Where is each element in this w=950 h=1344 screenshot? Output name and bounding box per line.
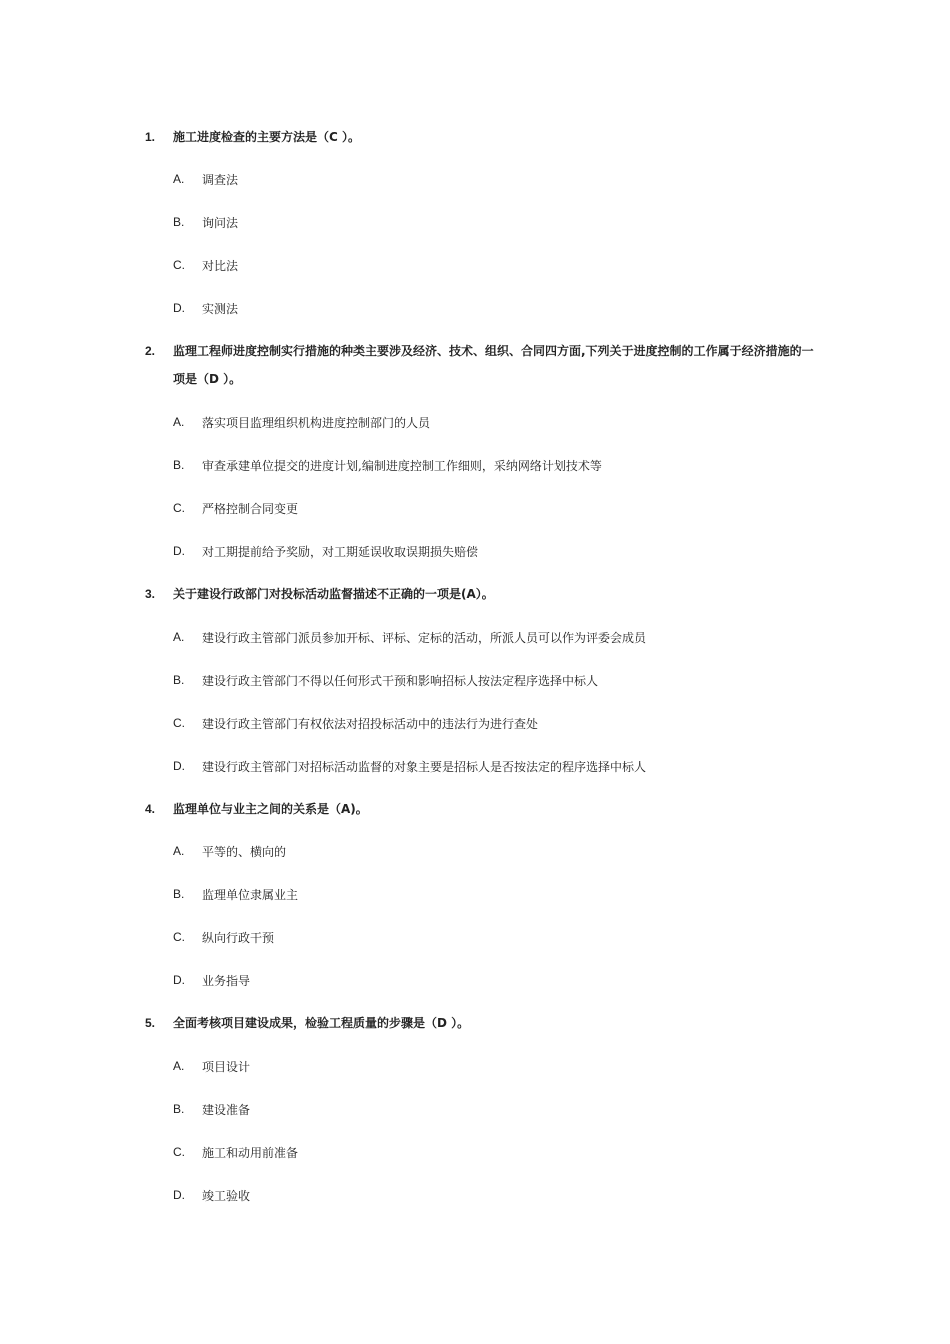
question-3 xyxy=(145,580,825,608)
question-text: 全面考核项目建设成果，检验工程质量的步骤是（D ）。 xyxy=(173,1016,470,1030)
question-text: 施工进度检查的主要方法是（C ）。 xyxy=(173,130,360,144)
option-1b xyxy=(173,212,238,232)
question-number: 1. xyxy=(145,130,156,144)
option-2c xyxy=(173,498,298,518)
question-1 xyxy=(145,123,825,151)
option-letter: C. xyxy=(173,930,185,944)
option-letter: B. xyxy=(173,673,185,687)
option-5c xyxy=(173,1142,298,1162)
option-text: 监理单位隶属业主 xyxy=(202,887,299,902)
option-text: 建设行政主管部门派员参加开标、评标、定标的活动，所派人员可以作为评委会成员 xyxy=(202,630,647,645)
question-text: 监理单位与业主之间的关系是（A)。 xyxy=(173,802,368,816)
option-5b xyxy=(173,1099,250,1119)
option-2b xyxy=(173,455,602,475)
option-3d xyxy=(173,756,646,776)
option-4b xyxy=(173,884,298,904)
option-1a xyxy=(173,169,238,189)
option-text: 严格控制合同变更 xyxy=(202,501,299,516)
option-letter: B. xyxy=(173,1102,185,1116)
option-letter: C. xyxy=(173,716,185,730)
option-letter: D. xyxy=(173,973,185,987)
option-letter: A. xyxy=(173,172,185,186)
question-number: 5. xyxy=(145,1016,156,1030)
option-text: 建设行政主管部门对招标活动监督的对象主要是招标人是否按法定的程序选择中标人 xyxy=(202,759,647,774)
question-2 xyxy=(145,337,825,393)
option-letter: A. xyxy=(173,630,185,644)
option-5a xyxy=(173,1056,250,1076)
option-text: 对工期提前给予奖励，对工期延误收取误期损失赔偿 xyxy=(202,544,479,559)
question-number: 4. xyxy=(145,802,156,816)
option-letter: C. xyxy=(173,258,185,272)
option-3a xyxy=(173,627,646,647)
question-text: 关于建设行政部门对投标活动监督描述不正确的一项是(A）。 xyxy=(173,587,494,601)
option-3b xyxy=(173,670,598,690)
option-text: 建设准备 xyxy=(202,1102,251,1117)
question-text: 监理工程师进度控制实行措施的种类主要涉及经济、技术、组织、合同四方面,下列关于进度控制的工作属于经济措施的一项是（D ）。 xyxy=(173,344,814,386)
option-letter: D. xyxy=(173,301,185,315)
option-letter: C. xyxy=(173,1145,185,1159)
option-5d xyxy=(173,1185,250,1205)
option-text: 询问法 xyxy=(202,215,239,230)
option-1d xyxy=(173,298,238,318)
option-text: 项目设计 xyxy=(202,1059,251,1074)
question-4 xyxy=(145,795,825,823)
option-text: 业务指导 xyxy=(202,973,251,988)
option-2d xyxy=(173,541,478,561)
option-letter: A. xyxy=(173,1059,185,1073)
option-text: 审查承建单位提交的进度计划,编制进度控制工作细则，采纳网络计划技术等 xyxy=(202,458,602,473)
option-text: 建设行政主管部门有权依法对招投标活动中的违法行为进行查处 xyxy=(202,716,539,731)
question-5 xyxy=(145,1009,825,1037)
option-text: 对比法 xyxy=(202,258,239,273)
option-letter: D. xyxy=(173,1188,185,1202)
option-letter: D. xyxy=(173,544,185,558)
option-4c xyxy=(173,927,274,947)
option-text: 施工和动用前准备 xyxy=(202,1145,299,1160)
question-number: 2. xyxy=(145,344,156,358)
option-text: 纵向行政干预 xyxy=(202,930,275,945)
option-letter: C. xyxy=(173,501,185,515)
option-text: 实测法 xyxy=(202,301,239,316)
option-text: 建设行政主管部门不得以任何形式干预和影响招标人按法定程序选择中标人 xyxy=(202,673,599,688)
option-text: 竣工验收 xyxy=(202,1188,251,1203)
option-letter: B. xyxy=(173,887,185,901)
option-4d xyxy=(173,970,250,990)
option-letter: A. xyxy=(173,415,185,429)
option-text: 落实项目监理组织机构进度控制部门的人员 xyxy=(202,415,431,430)
option-letter: D. xyxy=(173,759,185,773)
option-letter: B. xyxy=(173,215,185,229)
question-number: 3. xyxy=(145,587,156,601)
option-letter: B. xyxy=(173,458,185,472)
option-text: 平等的、横向的 xyxy=(202,844,287,859)
option-3c xyxy=(173,713,538,733)
option-4a xyxy=(173,841,286,861)
option-text: 调查法 xyxy=(202,172,239,187)
option-2a xyxy=(173,412,430,432)
option-1c xyxy=(173,255,238,275)
option-letter: A. xyxy=(173,844,185,858)
